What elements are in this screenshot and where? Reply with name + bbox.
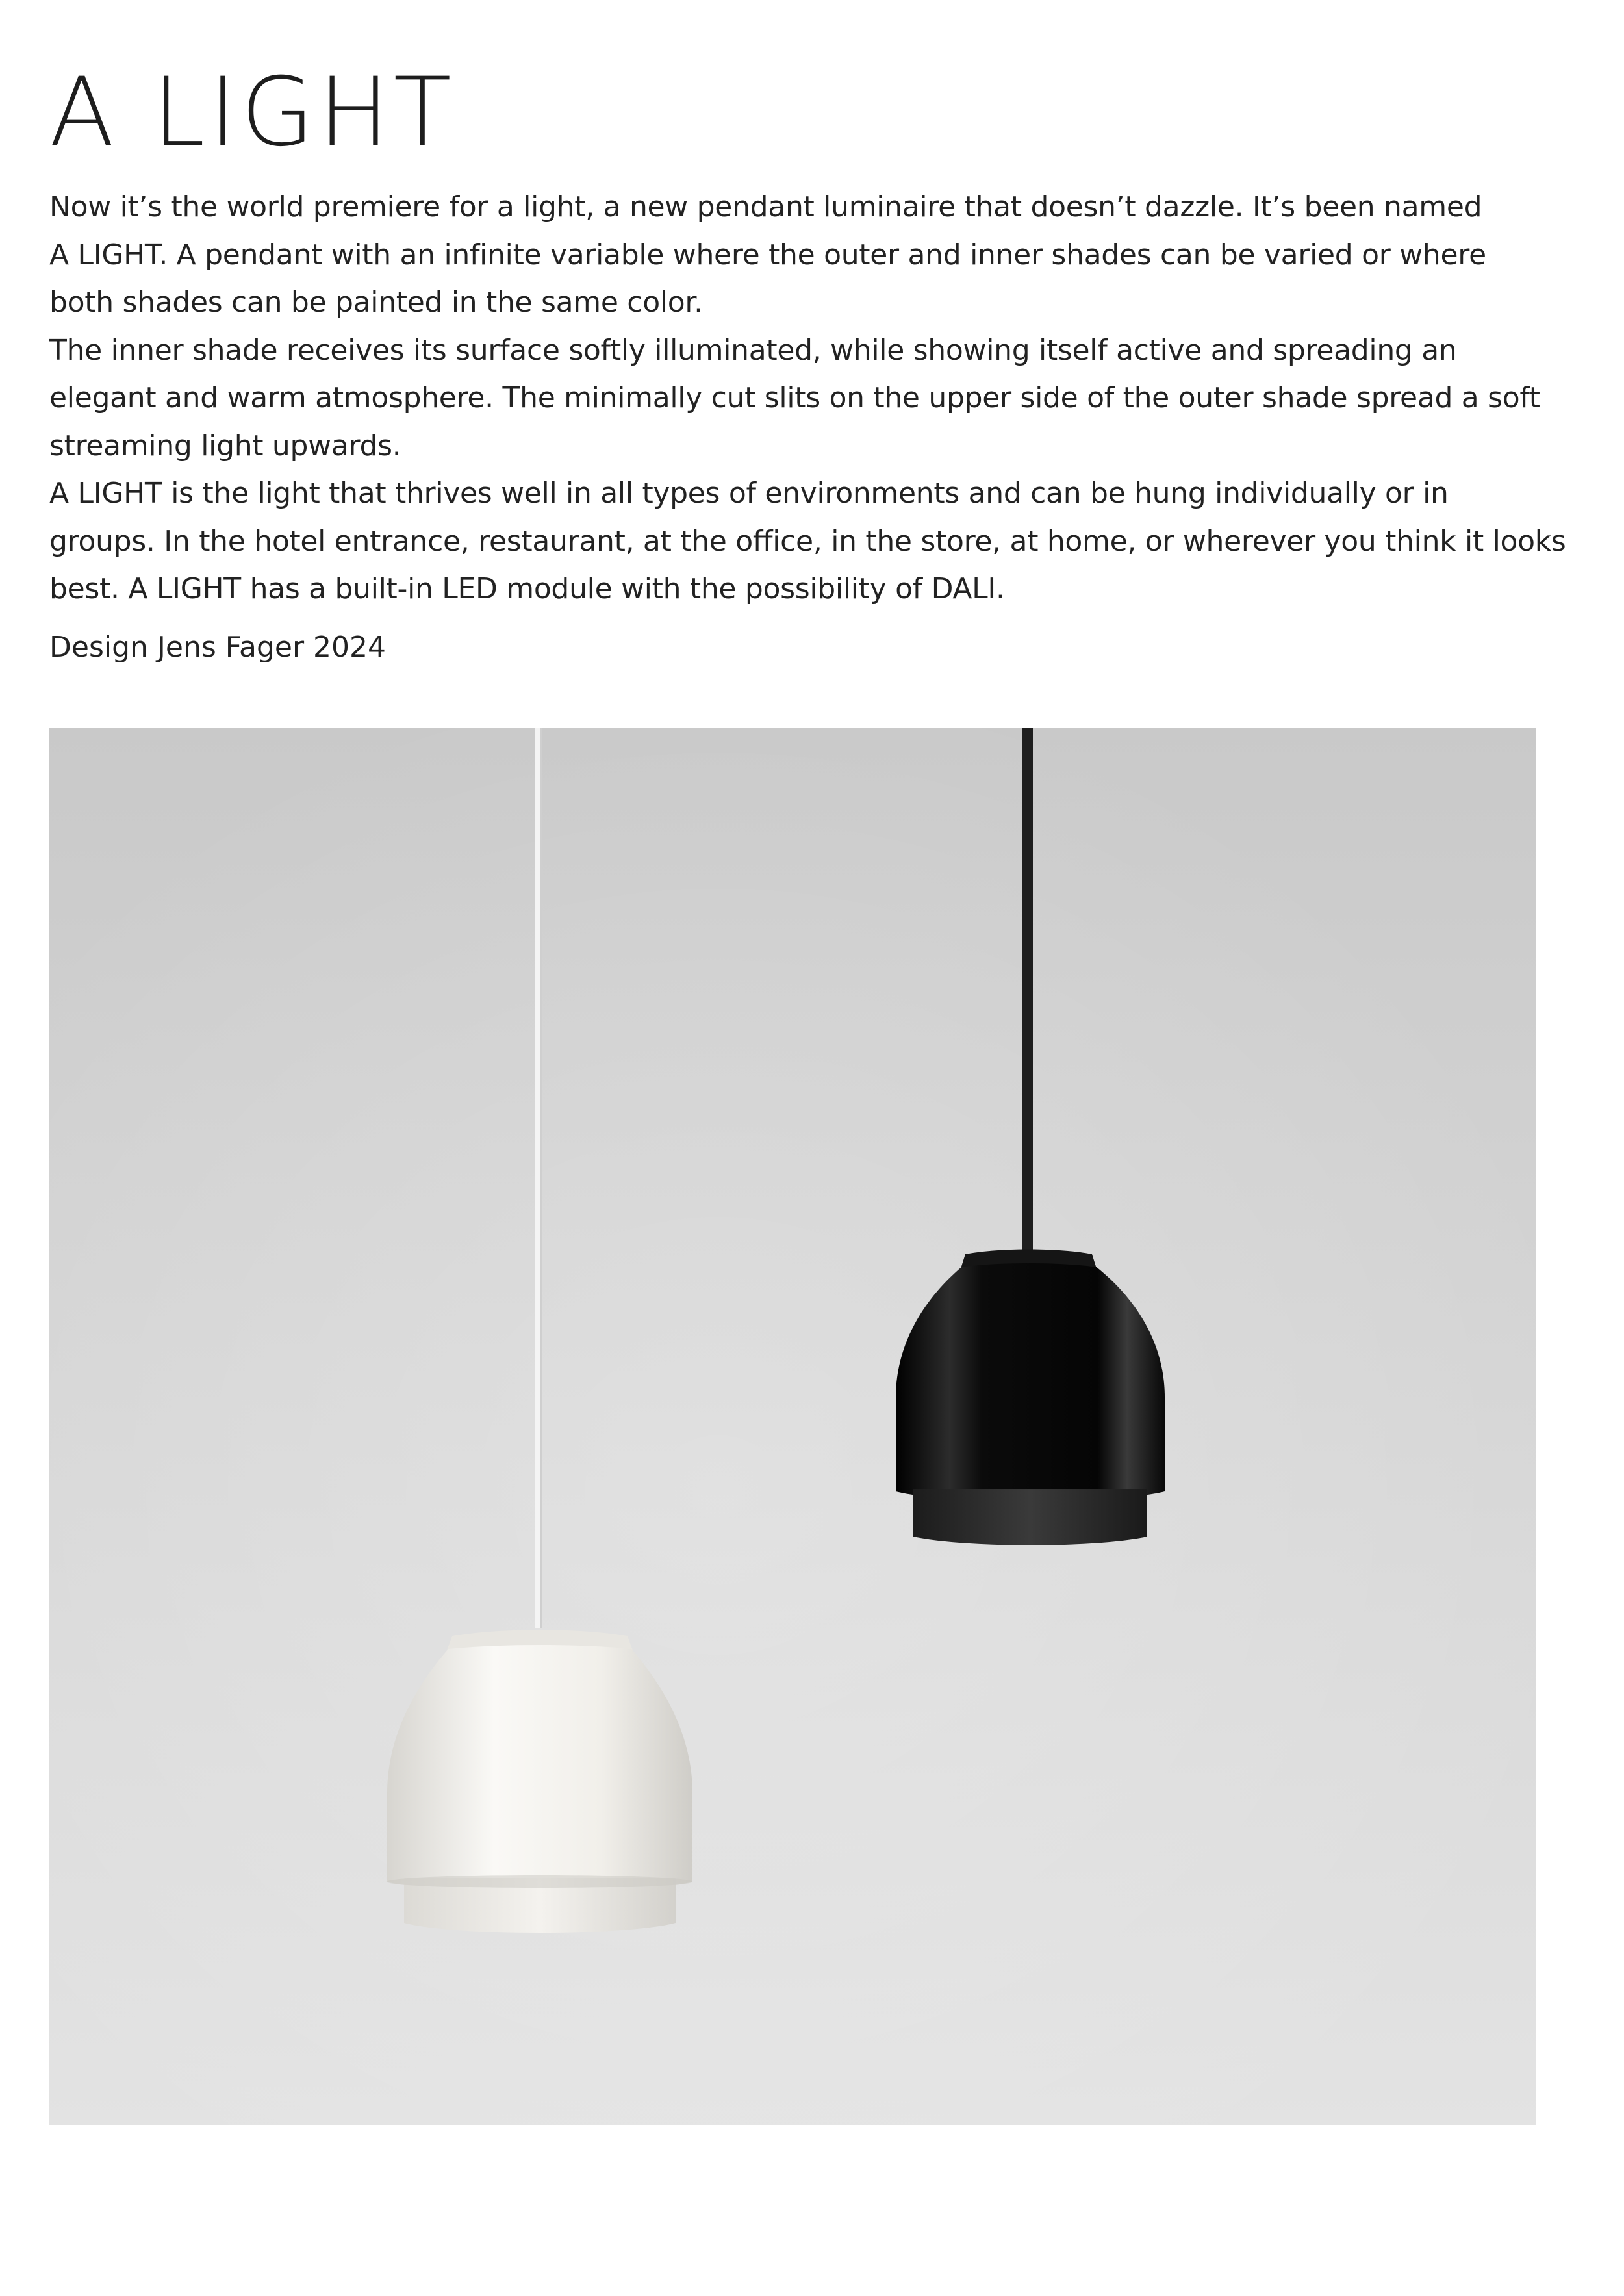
description-line: A LIGHT is the light that thrives well in all types of environments and can be hung individually or in <box>49 477 1449 510</box>
black-outer-shade <box>896 1263 1165 1501</box>
white-cord <box>535 728 541 1628</box>
design-credit: Design Jens Fager 2024 <box>49 631 387 664</box>
white-outer-shade <box>387 1645 692 1891</box>
photo-glow <box>49 728 1536 2125</box>
black-cord <box>1022 728 1033 1254</box>
description-paragraph-3 <box>49 470 1582 613</box>
description-line: Now it’s the world premiere for a light, a new pendant luminaire that doesn’t dazzle. It’s been named <box>49 190 1482 223</box>
description-line: groups. In the hotel entrance, restaurant, at the office, in the store, at home, or wherever you think it looks <box>49 524 1566 558</box>
description-line: best. A LIGHT has a built-in LED module with the possibility of DALI. <box>49 572 1005 605</box>
white-cord-shadow <box>540 728 542 1628</box>
description-line: The inner shade receives its surface softly illuminated, while showing itself active and spreading an <box>49 333 1457 367</box>
description-line: A LIGHT. A pendant with an infinite variable where the outer and inner shades can be varied or where <box>49 238 1486 271</box>
white-shade-seam <box>387 1875 692 1888</box>
description-line: streaming light upwards. <box>49 429 401 462</box>
description <box>49 183 1582 613</box>
description-paragraph-1 <box>49 183 1582 327</box>
description-line: elegant and warm atmosphere. The minimally cut slits on the upper side of the outer shade spread a soft <box>49 381 1540 414</box>
description-paragraph-2 <box>49 327 1582 470</box>
product-photo-illustration <box>49 728 1536 2125</box>
description-line: both shades can be painted in the same color. <box>49 286 703 319</box>
page-title: A LIGHT <box>49 57 455 168</box>
black-inner-shade <box>913 1489 1147 1545</box>
product-photo <box>49 728 1536 2125</box>
